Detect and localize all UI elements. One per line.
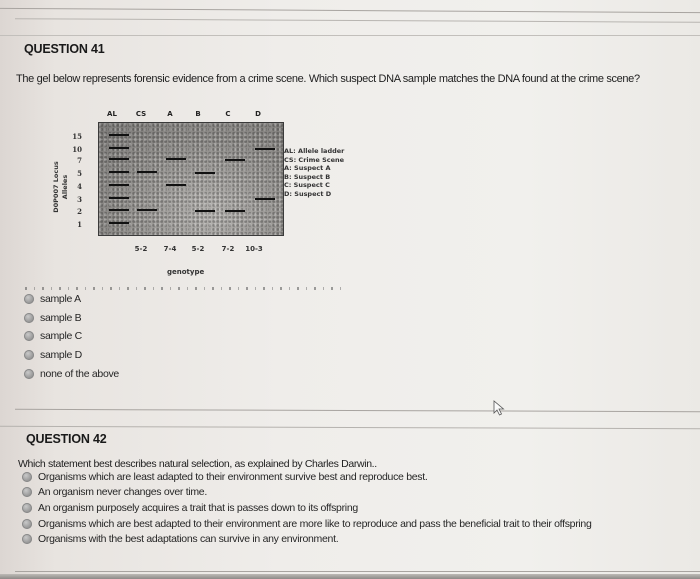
legend-item: D: Suspect D: [284, 189, 332, 198]
cs-band-5: [137, 171, 157, 173]
ladder-band-5: [109, 171, 129, 173]
radio-button[interactable]: [22, 519, 32, 529]
lane-label-al: AL: [107, 110, 117, 118]
top-divider-1: [0, 8, 700, 13]
d-band-10: [255, 148, 275, 150]
b-band-5: [195, 172, 215, 174]
top-divider-2: [15, 18, 700, 23]
genotype-d: 10-3: [245, 245, 263, 253]
option-label: none of the above: [40, 368, 119, 380]
y-tick: 4: [77, 182, 82, 191]
option-label: sample C: [40, 330, 82, 342]
radio-button[interactable]: [24, 294, 34, 304]
question-42-title: QUESTION 42: [26, 432, 107, 446]
y-tick: 10: [72, 145, 82, 154]
q41-option-none[interactable]: [24, 368, 119, 380]
ladder-band-3: [109, 197, 129, 199]
radio-button[interactable]: [24, 350, 34, 360]
top-divider-3: [0, 35, 700, 36]
radio-button[interactable]: [22, 487, 32, 497]
y-tick: 7: [77, 156, 82, 165]
radio-button[interactable]: [24, 331, 34, 341]
q41-option-sample-c[interactable]: [24, 330, 82, 342]
option-label: sample B: [40, 312, 82, 324]
b-band-2: [195, 210, 215, 212]
ladder-band-1: [109, 222, 129, 224]
genotype-b: 5-2: [191, 245, 205, 253]
q41-option-sample-a[interactable]: [24, 293, 81, 305]
section-divider-1: [15, 409, 700, 412]
lane-label-a: A: [167, 110, 173, 118]
option-label: An organism purposely acquires a trait that is passes down to its offspring: [38, 502, 358, 514]
question-41-prompt: The gel below represents forensic evidence from a crime scene. Which suspect DNA sample matches the DNA found at the crime scene?: [16, 73, 640, 85]
gel-image: [98, 122, 284, 236]
gel-legend: [284, 147, 344, 198]
y-tick: 1: [77, 220, 82, 229]
ladder-band-7: [109, 158, 129, 160]
genotype-a: 7-4: [163, 245, 177, 253]
legend-item: B: Suspect B: [284, 172, 331, 181]
legend-item: A: Suspect A: [284, 164, 331, 172]
ladder-band-15: [109, 134, 129, 136]
option-label: sample A: [40, 293, 81, 305]
bottom-shadow: [0, 574, 700, 579]
mouse-cursor-icon: [493, 400, 505, 416]
q42-option-2[interactable]: [22, 486, 207, 498]
q41-option-sample-d[interactable]: [24, 349, 82, 361]
legend-item: AL: Allele ladder: [284, 147, 345, 155]
bottom-divider: [15, 571, 700, 572]
ladder-band-10: [109, 147, 129, 149]
option-label: Organisms with the best adaptations can survive in any environment.: [38, 533, 339, 545]
section-divider-2: [0, 426, 700, 429]
q42-option-3[interactable]: [22, 502, 358, 514]
c-band-2: [225, 210, 245, 212]
x-axis-title: genotype: [167, 268, 205, 276]
y-tick: 5: [77, 169, 82, 178]
lane-label-c: C: [225, 110, 231, 118]
genotype-cs: 5-2: [134, 245, 148, 253]
genotype-c: 7-2: [221, 245, 235, 253]
y-tick: 2: [77, 207, 82, 216]
y-tick: 3: [77, 195, 82, 204]
lane-label-d: D: [255, 110, 261, 118]
a-band-4: [166, 184, 186, 186]
q42-option-4[interactable]: [22, 518, 592, 530]
option-label: Organisms which are best adapted to their environment are more like to reproduce and pass the beneficial trait to their offspring: [38, 518, 592, 530]
question-41-title: QUESTION 41: [24, 42, 105, 56]
ladder-band-2: [109, 209, 129, 211]
ladder-band-4: [109, 184, 129, 186]
legend-item: C: Suspect C: [284, 181, 330, 189]
a-band-7: [166, 158, 186, 160]
radio-button[interactable]: [24, 313, 34, 323]
q42-option-1[interactable]: [22, 471, 427, 483]
radio-button[interactable]: [22, 534, 32, 544]
radio-button[interactable]: [22, 503, 32, 513]
y-tick: 15: [72, 132, 82, 141]
q42-option-5[interactable]: [22, 533, 338, 545]
option-label: An organism never changes over time.: [38, 486, 207, 498]
lane-label-cs: CS: [135, 110, 147, 118]
legend-item: CS: Crime Scene: [284, 155, 345, 164]
cs-band-2: [137, 209, 157, 211]
option-label: sample D: [40, 349, 82, 361]
d-band-3: [255, 198, 275, 200]
dotted-divider: [25, 287, 345, 290]
c-band-7: [225, 159, 245, 161]
q41-option-sample-b[interactable]: [24, 312, 81, 324]
lane-label-b: B: [195, 110, 201, 118]
radio-button[interactable]: [22, 472, 32, 482]
option-label: Organisms which are least adapted to their environment survive best and reproduce best.: [38, 471, 428, 483]
radio-button[interactable]: [24, 369, 34, 379]
y-axis-title: D0P007 Locus Alleles: [52, 161, 69, 213]
question-42-prompt: Which statement best describes natural selection, as explained by Charles Darwin..: [18, 458, 377, 470]
